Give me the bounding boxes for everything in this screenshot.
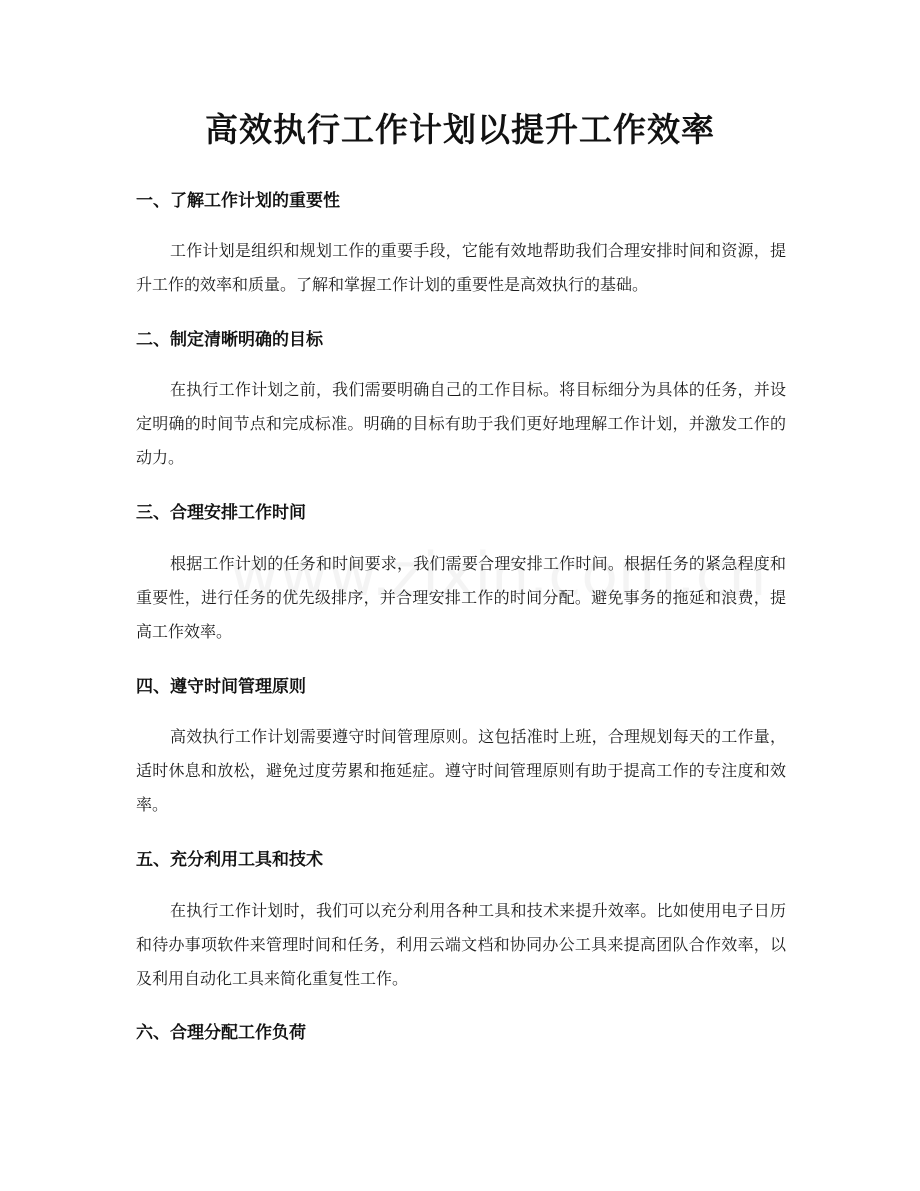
section-heading-1: 一、了解工作计划的重要性 [136,191,340,211]
section-heading-2: 二、制定清晰明确的目标 [136,330,323,350]
page-title: 高效执行工作计划以提升工作效率 [205,110,715,149]
section-heading-6: 六、合理分配工作负荷 [136,1023,306,1043]
section-body-2: 在执行工作计划之前，我们需要明确自己的工作目标。将目标细分为具体的任务，并设定明确的时间节点和完成标准。明确的目标有助于我们更好地理解工作计划，并激发工作的动力。 [136,380,786,467]
section-body-4: 高效执行工作计划需要遵守时间管理原则。这包括准时上班，合理规划每天的工作量，适时休息和放松，避免过度劳累和拖延症。遵守时间管理原则有助于提高工作的专注度和效率。 [136,727,786,814]
section-heading-3: 三、合理安排工作时间 [136,503,306,523]
section-body-5: 在执行工作计划时，我们可以充分利用各种工具和技术来提升效率。比如使用电子日历和待办事项软件来管理时间和任务，利用云端文档和协同办公工具来提高团队合作效率，以及利用自动化工具来简化重复性工作。 [136,901,786,988]
section-body-1: 工作计划是组织和规划工作的重要手段，它能有效地帮助我们合理安排时间和资源，提升工作的效率和质量。了解和掌握工作计划的重要性是高效执行的基础。 [136,241,786,294]
section-heading-5: 五、充分利用工具和技术 [136,850,323,870]
section-heading-4: 四、遵守时间管理原则 [136,677,306,697]
section-body-3: 根据工作计划的任务和时间要求，我们需要合理安排工作时间。根据任务的紧急程度和重要性，进行任务的优先级排序，并合理安排工作的时间分配。避免事务的拖延和浪费，提高工作效率。 [136,554,786,641]
